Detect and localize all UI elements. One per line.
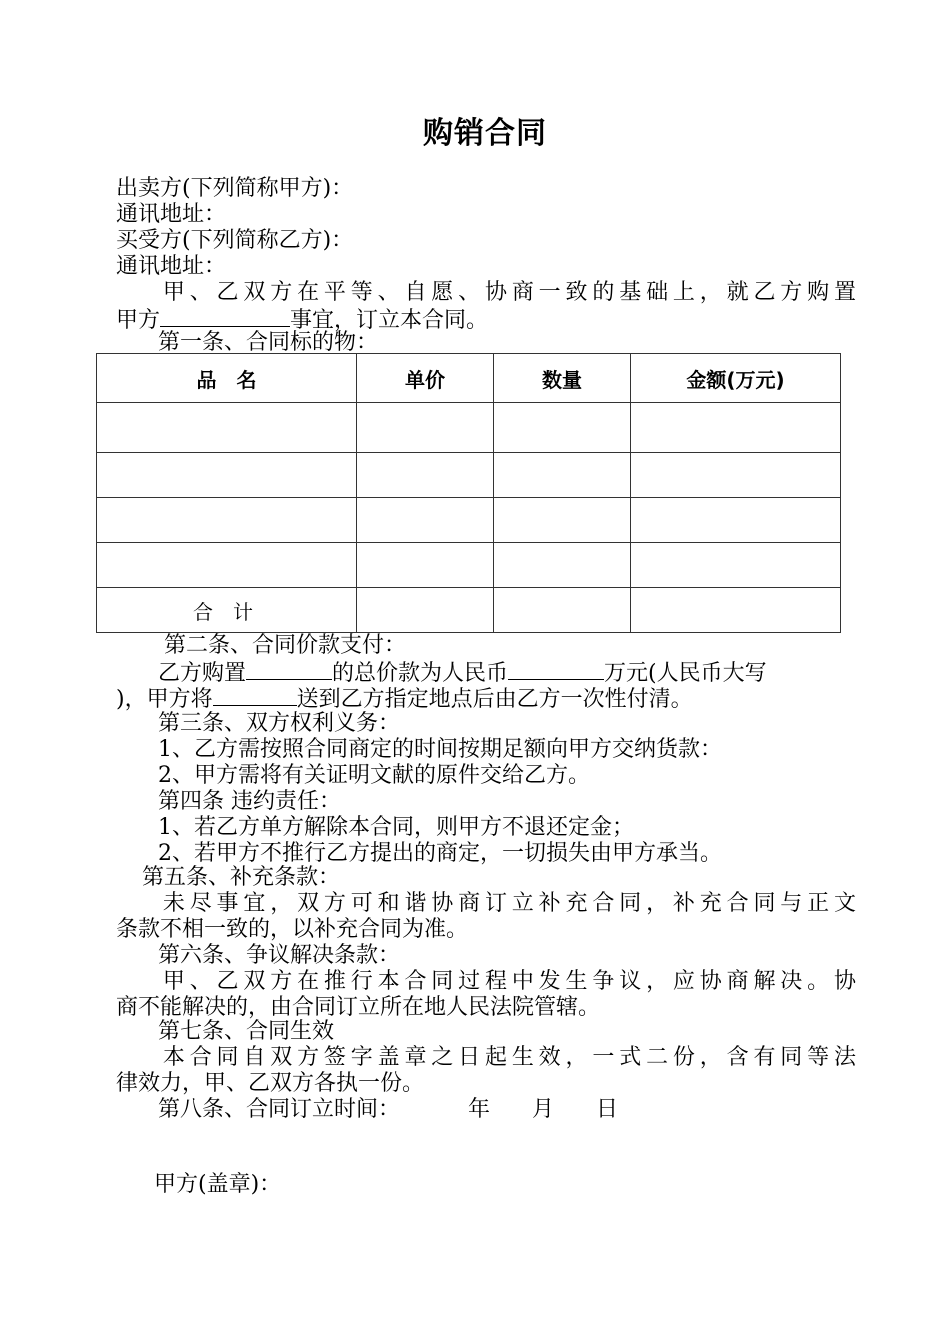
article-1-heading: 第一条、合同标的物：: [158, 330, 379, 355]
table-cell: [494, 588, 631, 633]
table-cell: [494, 453, 631, 498]
table-row: [97, 453, 841, 498]
table-cell: [631, 498, 841, 543]
art5-line1-text: 未尽事宜，双方可和谐协商订立补充合同，补充合同与正文: [158, 891, 856, 916]
table-cell: [97, 453, 357, 498]
delivery-item-blank: [213, 685, 297, 706]
table-cell: [494, 543, 631, 588]
art2-line2-a: )，甲方将: [116, 687, 213, 712]
article-7-line1: [116, 1045, 856, 1071]
table-cell: [631, 403, 841, 453]
art2-line1-c: 万元(人民币大写: [604, 661, 767, 686]
art2-line2-b: 送到乙方指定地点后由乙方一次性付清。: [296, 687, 693, 712]
article-8-heading: 第八条、合同订立时间：: [158, 1097, 401, 1122]
article-8-line: [158, 1097, 618, 1123]
art2-line1-b: 的总价款为人民币: [332, 661, 509, 686]
article-5-heading: 第五条、补充条款：: [142, 865, 341, 890]
article-7-heading: 第七条、合同生效: [158, 1019, 335, 1044]
table-row: [97, 543, 841, 588]
article-6-heading: 第六条、争议解决条款：: [158, 943, 401, 968]
table-cell: [494, 498, 631, 543]
table-cell: [357, 453, 494, 498]
seller-address-line: 通讯地址：: [116, 202, 227, 227]
article-4-item-2: 2、若甲方不推行乙方提出的商定，一切损失由甲方承当。: [158, 841, 722, 866]
table-cell: [97, 403, 357, 453]
article-3-item-1: 1、乙方需按照合同商定的时间按期足额向甲方交纳货款：: [158, 737, 722, 762]
date-month-label: 月: [532, 1097, 555, 1122]
article-5-line2: 条款不相一致的，以补充合同为准。: [116, 917, 469, 942]
article-6-line2: 商不能解决的，由合同订立所在地人民法院管辖。: [116, 995, 601, 1020]
header-amount: 金额(万元): [631, 354, 841, 403]
article-2-heading: 第二条、合同价款支付：: [164, 633, 407, 658]
goods-table: [96, 353, 841, 633]
article-4-heading: 第四条 违约责任：: [158, 789, 341, 814]
total-label: 合 计: [97, 588, 357, 633]
date-year-label: 年: [468, 1097, 491, 1122]
article-4-item-1: 1、若乙方单方解除本合同，则甲方不退还定金；: [158, 815, 634, 840]
article-3-item-2: 2、甲方需将有关证明文献的原件交给乙方。: [158, 763, 590, 788]
table-cell: [357, 498, 494, 543]
buyer-line: 买受方(下列简称乙方)：: [116, 228, 354, 253]
article-3-heading: 第三条、双方权利义务：: [158, 711, 401, 736]
intro-line2-b: 事宜，订立本合同。: [290, 308, 489, 333]
table-cell: [97, 498, 357, 543]
article-2-line1: [158, 659, 767, 687]
header-product-name: 品 名: [97, 354, 357, 403]
article-2-line2: [116, 685, 693, 713]
buyer-address-line: 通讯地址：: [116, 254, 227, 279]
table-cell: [631, 588, 841, 633]
table-cell: [97, 543, 357, 588]
table-cell: [357, 588, 494, 633]
table-header-row: [97, 354, 841, 403]
table-cell: [494, 403, 631, 453]
date-day-label: 日: [596, 1097, 619, 1122]
article-5-line1: [116, 891, 856, 917]
price-blank: [508, 659, 604, 680]
article-6-line1: [116, 969, 856, 995]
intro-line2-a: 甲方: [116, 308, 161, 333]
purchase-item-blank: [246, 659, 332, 680]
seller-line: 出卖方(下列简称甲方)：: [116, 176, 354, 201]
art2-line1-a: 乙方购置: [158, 661, 247, 686]
table-row: [97, 498, 841, 543]
goods-blank: [160, 306, 290, 327]
table-total-row: [97, 588, 841, 633]
header-quantity: 数量: [494, 354, 631, 403]
document-title: 购销合同: [423, 116, 547, 151]
intro-paragraph-line1: [116, 280, 856, 306]
table-cell: [357, 543, 494, 588]
intro-line1-text: 甲、乙双方在平等、自愿、协商一致的基础上，就乙方购置: [158, 280, 856, 305]
header-unit-price: 单价: [357, 354, 494, 403]
art7-line1-text: 本合同自双方签字盖章之日起生效，一式二份，含有同等法: [158, 1045, 856, 1070]
table-row: [97, 403, 841, 453]
table-cell: [631, 543, 841, 588]
table-cell: [631, 453, 841, 498]
table-cell: [357, 403, 494, 453]
article-7-line2: 律效力，甲、乙双方各执一份。: [116, 1071, 425, 1096]
party-a-seal-line: 甲方(盖章)：: [154, 1172, 282, 1197]
art6-line1-text: 甲、乙双方在推行本合同过程中发生争议，应协商解决。协: [158, 969, 856, 994]
